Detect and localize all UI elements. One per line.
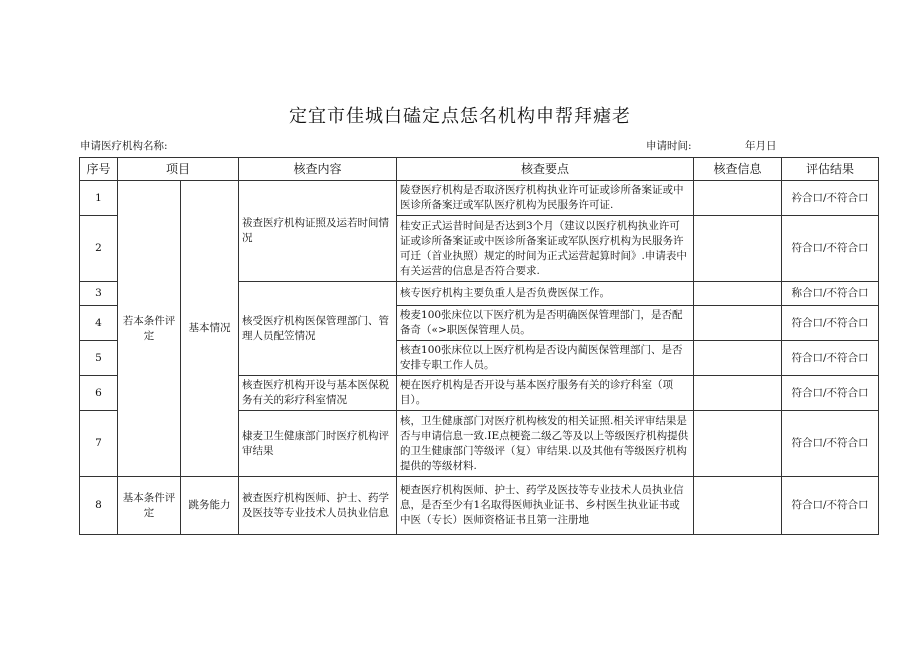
table-row (80, 181, 879, 216)
content-cell: 祓查医疗机构证照及运若时间情况 (239, 181, 397, 282)
content-cell: 核受医疗机构医保管理部门、管理人员配笠情况 (239, 282, 397, 376)
table-header-row (80, 158, 879, 181)
key-point-cell: 核查100张床位以上医疗机构是否设内蔺医保管理部门、是否安排专职工作人员。 (397, 341, 694, 376)
info-cell[interactable] (694, 181, 782, 216)
result-cell[interactable]: 符合口/不符合口 (782, 216, 879, 282)
applicant-label: 申请医疗机构名称: (80, 140, 168, 152)
row-number: 4 (80, 306, 118, 341)
review-table (79, 157, 879, 535)
key-point-cell: 梗查医疗机构医师、护士、药学及医技等专业技术人员执业信息，是否至少有1名取得医师执业证书、乡村医生执业证书或中医（专长）医师资格证书且第一注册地 (397, 477, 694, 535)
key-point-cell: 梭麦100张床位以下医疗机为是否明确医保管理部门，是否配备奇（«>职医保管理人员。 (397, 306, 694, 341)
item-cell: 基本条件评定 (118, 477, 181, 535)
key-point-cell: 桂安正式运昔时间是否达到3个月（建议以医疗机构执业许可证或诊所备案证或中医诊所备案证或军队医疗机构为民服务许可迁（首业执照）规定的时间为正式运营起算时间》.申请表中有关运营的信息是否符合要求. (397, 216, 694, 282)
header-result: 评估结果 (782, 158, 879, 181)
subitem-cell: 跳务能力 (181, 477, 239, 535)
key-point-cell: 核专医疗机构主要负重人是否负费医保工作。 (397, 282, 694, 306)
row-number: 7 (80, 411, 118, 477)
row-number: 6 (80, 376, 118, 411)
result-cell[interactable]: 衿合口/不符合口 (782, 181, 879, 216)
header-item: 项目 (118, 158, 239, 181)
key-point-cell: 陵登医疗机构是否取济医疗机构执业许可证或诊所备案证或中医诊所备案迂或军队医疗机构为民服务许可证. (397, 181, 694, 216)
result-cell[interactable]: 符合口/不符合口 (782, 306, 879, 341)
row-number: 5 (80, 341, 118, 376)
info-cell[interactable] (694, 306, 782, 341)
header-content: 核查内容 (239, 158, 397, 181)
info-cell[interactable] (694, 282, 782, 306)
content-cell: 核查医疗机构开设与基本医保税务有关的彩疗科室情况 (239, 376, 397, 411)
header-key-points: 核查要点 (397, 158, 694, 181)
application-date-label: 年月日 (745, 140, 777, 152)
result-cell[interactable]: 称合口/不符合口 (782, 282, 879, 306)
key-point-cell: 核，卫生健康部门对医疗机构核发的相关证照.相关评审结果是否与申请信息一致.IE点梗瓷二级乙等及以上等级医疗机构提供的卫生健康部门等级评（复）审结果.以及其他有等级医疗机构提供的等级材料. (397, 411, 694, 477)
row-number: 1 (80, 181, 118, 216)
content-cell: 被查医疗机构医师、护士、药学及医技等专业技术人员执业信息 (239, 477, 397, 535)
content-cell: 棣麦卫生健康部门时医疗机构评审结果 (239, 411, 397, 477)
info-cell[interactable] (694, 216, 782, 282)
result-cell[interactable]: 符合口/不符合口 (782, 376, 879, 411)
row-number: 3 (80, 282, 118, 306)
result-cell[interactable]: 符合口/不符合口 (782, 411, 879, 477)
document-title: 定宜市佳城白磕定点恁名机构申帮拜瘧老 (289, 106, 631, 127)
table-row (80, 477, 879, 535)
header-info: 核查信息 (694, 158, 782, 181)
result-cell[interactable]: 符合口/不符合口 (782, 341, 879, 376)
key-point-cell: 梗在医疗机构是否开设与基本医疗服务有关的诊疗科室（项目）。 (397, 376, 694, 411)
header-no: 序号 (80, 158, 118, 181)
info-cell[interactable] (694, 411, 782, 477)
row-number: 2 (80, 216, 118, 282)
item-cell: 若本条件评定 (118, 181, 181, 477)
info-cell[interactable] (694, 477, 782, 535)
info-cell[interactable] (694, 376, 782, 411)
result-cell[interactable]: 符合口/不符合口 (782, 477, 879, 535)
application-time-label: 申请时间: (646, 140, 692, 152)
row-number: 8 (80, 477, 118, 535)
subitem-cell: 基本情况 (181, 181, 239, 477)
info-cell[interactable] (694, 341, 782, 376)
